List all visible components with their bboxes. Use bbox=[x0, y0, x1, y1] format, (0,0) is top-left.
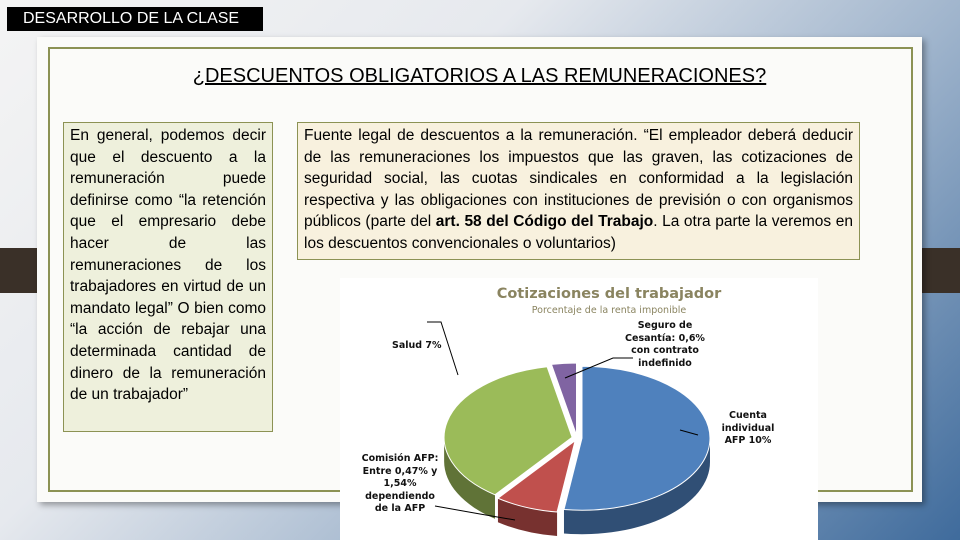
label-cuenta: Cuenta individual AFP 10% bbox=[721, 410, 775, 446]
chart-subtitle: Porcentaje de la renta imponible bbox=[531, 305, 687, 316]
section-tag: DESARROLLO DE LA CLASE bbox=[7, 7, 263, 31]
legal-text-part2: . La otra parte la veremos en los descuentos convencionales o voluntarios) bbox=[304, 213, 853, 252]
label-seguro: Seguro de Cesantía: 0,6% con contrato indefinido bbox=[625, 320, 705, 369]
decorative-bar-left bbox=[0, 248, 40, 293]
definition-text-box: En general, podemos decir que el descuento a la remuneración puede definirse como “la retención que el empresario debe hacer de las remuneraciones de los trabajadores en virtud de un mandato legal” O bien como “la acción de rebajar una determinada cantidad de dinero de la remuneración de un trabajador” bbox=[63, 122, 273, 432]
legal-text-part1: Fuente legal de descuentos a la remuneración. “El empleador deberá deducir de las remuneraciones los impuestos que las graven, las cotizaciones de seguridad social, las cuotas sindicales en conformidad a la legislación respectiva y las obligaciones con instituciones de previsión o con organismos públicos (parte del bbox=[304, 127, 853, 231]
chart-title: Cotizaciones del trabajador bbox=[496, 286, 722, 302]
slide-paper bbox=[37, 37, 922, 514]
pie-chart bbox=[340, 278, 818, 540]
slide-title: ¿DESCUENTOS OBLIGATORIOS A LAS REMUNERACIONES? bbox=[192, 65, 767, 87]
legal-source-text-box bbox=[297, 122, 860, 260]
label-salud: Salud 7% bbox=[392, 340, 442, 351]
legal-text-article: art. 58 del Código del Trabajo bbox=[435, 213, 654, 231]
label-comision: Comisión AFP: Entre 0,47% y 1,54% dependiendo de la AFP bbox=[361, 453, 439, 514]
